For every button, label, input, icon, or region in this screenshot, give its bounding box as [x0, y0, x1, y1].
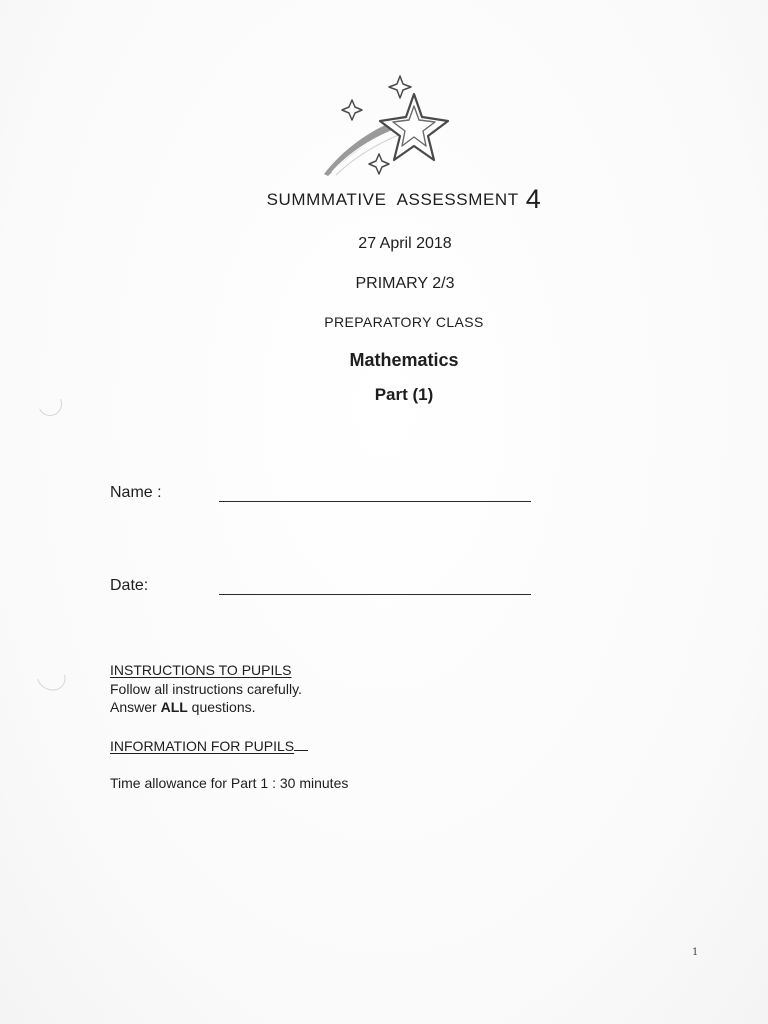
date-field[interactable]	[219, 594, 531, 595]
instruction-line: Follow all instructions carefully.	[110, 681, 302, 697]
information-heading-text: INFORMATION FOR PUPILS	[110, 738, 295, 754]
instruction-prefix: Answer	[110, 699, 161, 715]
instruction-line	[110, 699, 256, 715]
class-name: PREPARATORY CLASS	[324, 314, 484, 330]
assessment-number: 4	[525, 184, 542, 214]
heading-underline-trail	[294, 738, 308, 751]
grade-level: PRIMARY 2/3	[355, 275, 455, 292]
title-word: SUMMMATIVE	[266, 190, 387, 209]
assessment-title	[0, 184, 768, 215]
title-word: ASSESSMENT	[396, 190, 519, 209]
shooting-star-icon	[318, 74, 454, 182]
date-label: Date:	[110, 577, 149, 594]
instruction-suffix: questions.	[187, 699, 256, 715]
name-field[interactable]	[219, 501, 531, 502]
part-title: Part (1)	[374, 385, 434, 404]
time-allowance: Time allowance for Part 1 : 30 minutes	[110, 775, 349, 791]
information-heading	[110, 738, 308, 754]
exam-date: 27 April 2018	[358, 235, 452, 252]
page-number: 1	[692, 947, 699, 958]
instructions-heading: INSTRUCTIONS TO PUPILS	[110, 662, 292, 678]
scan-mark	[32, 658, 71, 696]
name-label: Name :	[110, 484, 162, 501]
subject-title: Mathematics	[349, 350, 459, 370]
instruction-emphasis: ALL	[160, 699, 188, 715]
